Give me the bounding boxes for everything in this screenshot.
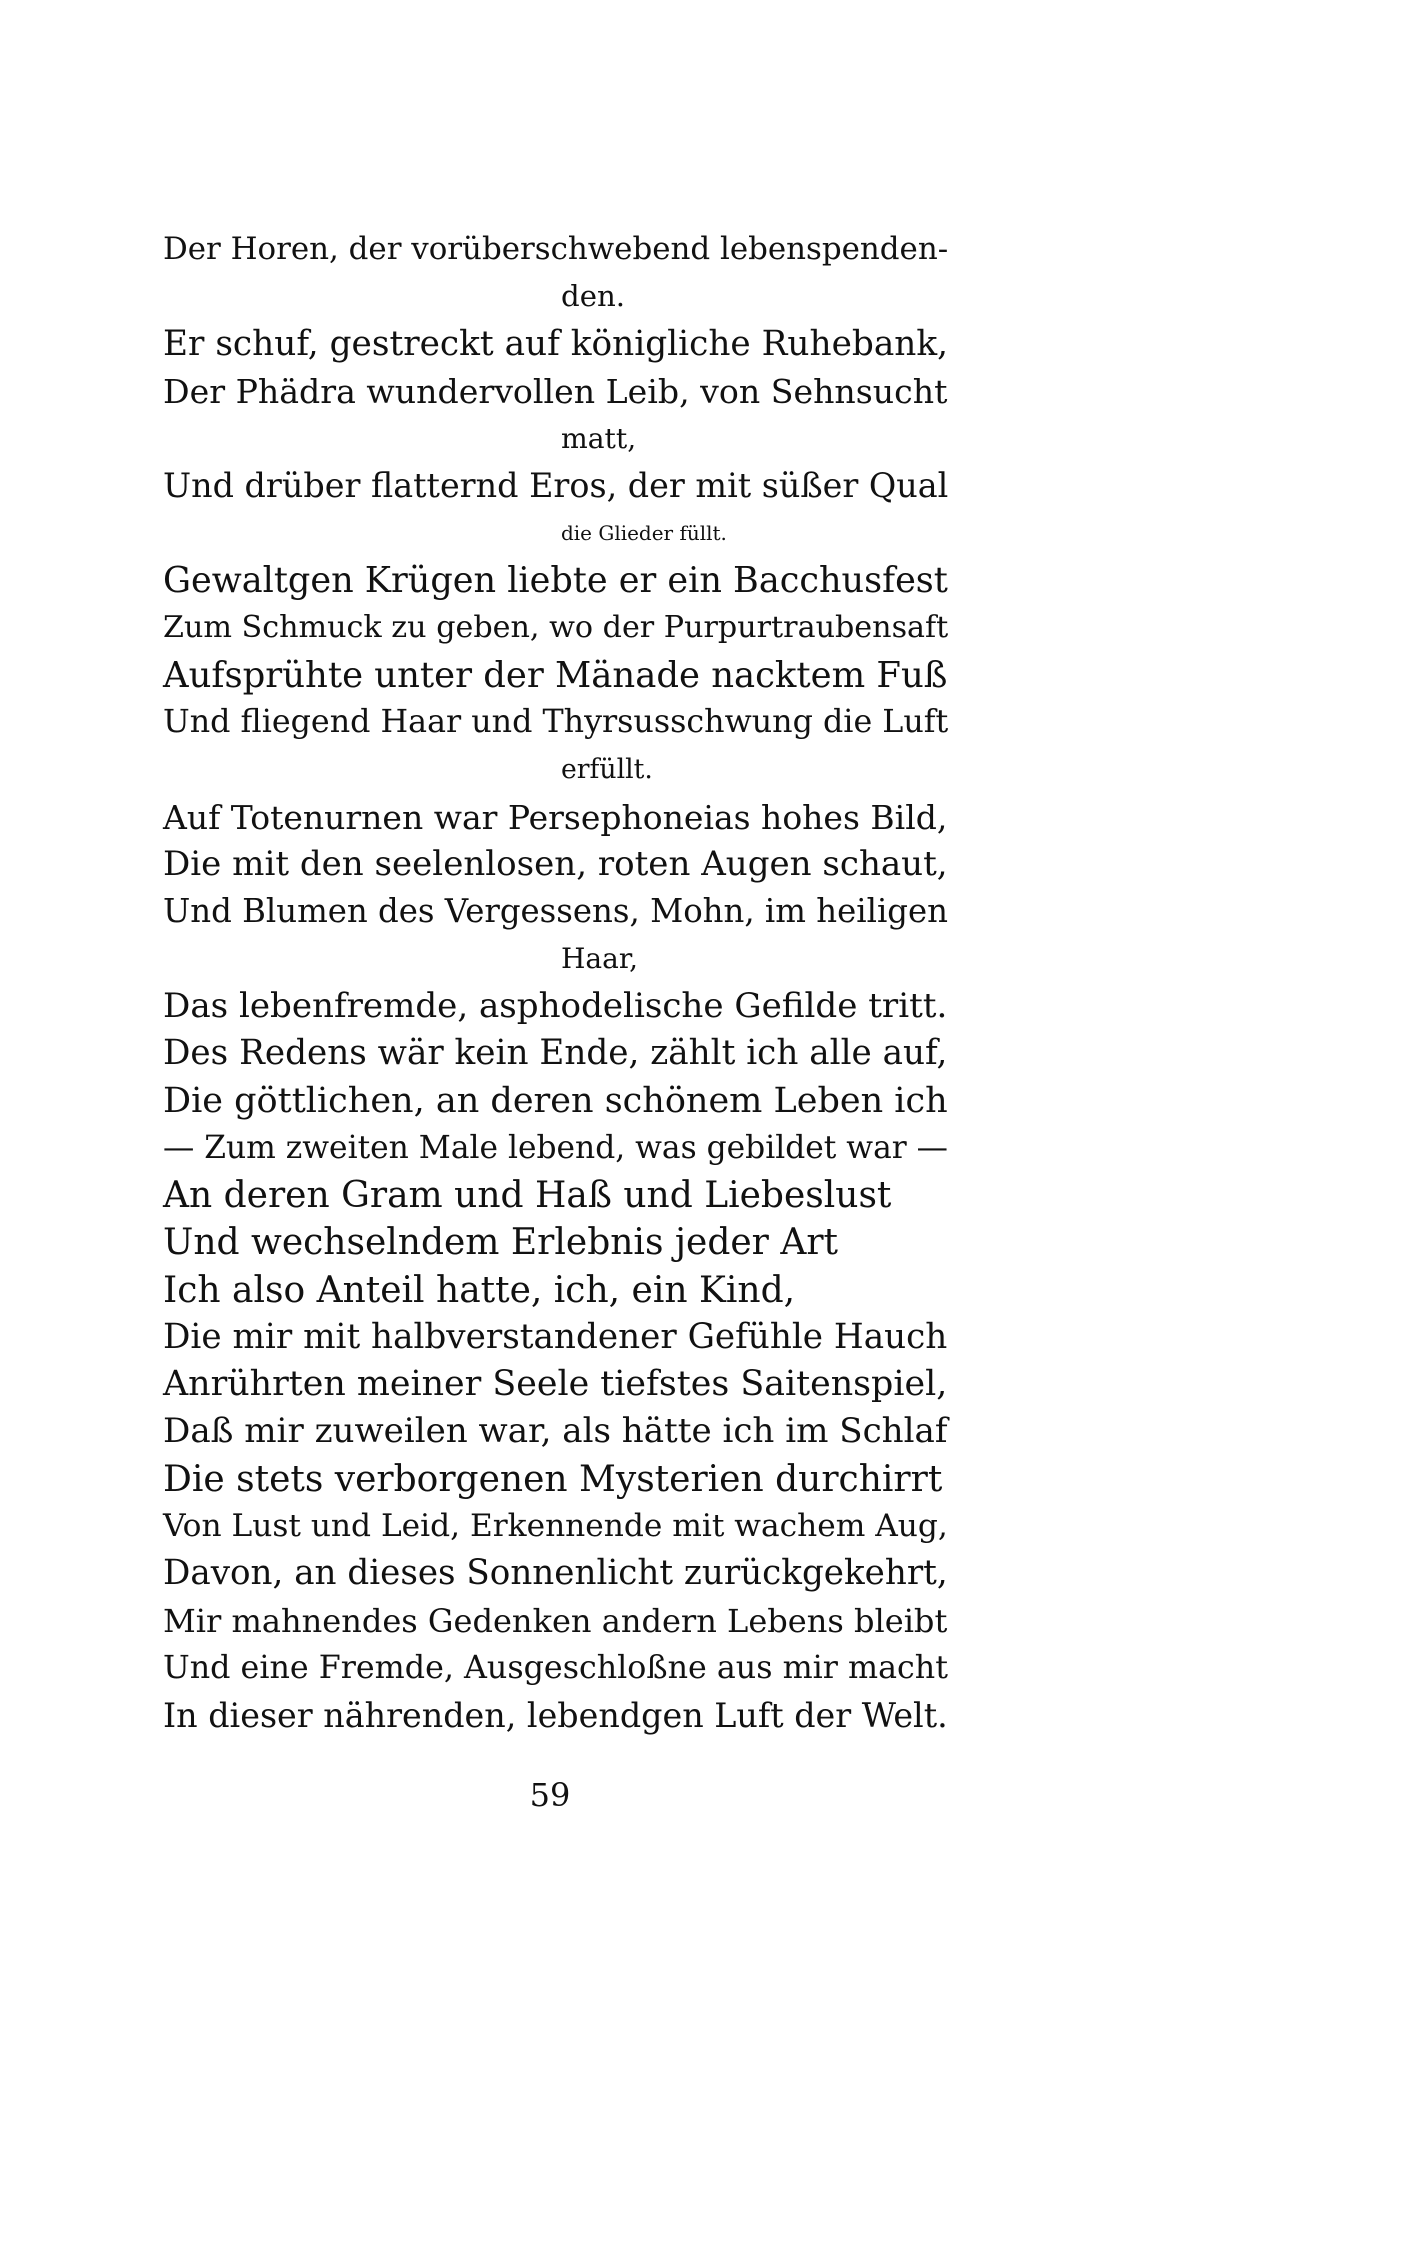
verse-line: Aufsprühte unter der Mänade nacktem Fuß <box>163 654 948 696</box>
verse-line: Das lebenfremde, asphodelische Gefilde tritt. <box>163 985 948 1026</box>
verse-line-continuation: matt, <box>561 422 637 456</box>
verse-line: Mir mahnendes Gedenken andern Lebens bleibt <box>163 1601 948 1640</box>
verse-line: Ich also Anteil hatte, ich, ein Kind, <box>163 1269 796 1311</box>
page-number: 59 <box>529 1776 571 1814</box>
verse-line: Der Horen, der vorüberschwebend lebenspenden- <box>163 231 949 267</box>
verse-line: Die göttlichen, an deren schönem Leben ich <box>163 1080 948 1122</box>
verse-line: Die stets verborgenen Mysterien durchirrt <box>163 1458 943 1500</box>
verse-line: Die mir mit halbverstandener Gefühle Hauch <box>163 1316 948 1357</box>
verse-line: Er schuf, gestreckt auf königliche Ruhebank, <box>163 323 949 364</box>
verse-line: Auf Totenurnen war Persephoneias hohes Bild, <box>163 797 948 837</box>
verse-line-continuation: die Glieder füllt. <box>561 520 727 545</box>
verse-line: Davon, an dieses Sonnenlicht zurückgekehrt, <box>163 1553 948 1594</box>
verse-line: An deren Gram und Haß und Liebeslust <box>163 1174 892 1216</box>
verse-line: Des Redens wär kein Ende, zählt ich alle auf, <box>163 1033 948 1074</box>
verse-line: — Zum zweiten Male lebend, was gebildet war — <box>163 1129 948 1166</box>
verse-line: Anrührten meiner Seele tiefstes Saitenspiel, <box>163 1364 948 1405</box>
verse-line: Und eine Fremde, Ausgeschloßne aus mir macht <box>163 1649 948 1686</box>
verse-line: Zum Schmuck zu geben, wo der Purpurtraubensaft <box>163 610 949 646</box>
verse-line: Die mit den seelenlosen, roten Augen schaut, <box>163 843 948 884</box>
verse-line-continuation: Haar, <box>561 942 639 976</box>
verse-line-continuation: erfüllt. <box>561 754 653 786</box>
verse-line: Und wechselndem Erlebnis jeder Art <box>163 1222 838 1264</box>
verse-line: Und drüber flatternd Eros, der mit süßer Qual <box>163 466 949 506</box>
verse-line: Daß mir zuweilen war, als hätte ich im Schlaf <box>163 1411 948 1452</box>
verse-line-continuation: den. <box>561 279 626 314</box>
verse-line: Und Blumen des Vergessens, Mohn, im heiligen <box>163 892 948 931</box>
verse-line: Und fliegend Haar und Thyrsusschwung die Luft <box>163 703 949 740</box>
poem-text-block <box>163 226 948 1740</box>
verse-line: Von Lust und Leid, Erkennende mit wachem Aug, <box>163 1508 948 1545</box>
verse-line: In dieser nährenden, lebendgen Luft der Welt. <box>163 1696 948 1736</box>
verse-line: Gewaltgen Krügen liebte er ein Bacchusfest <box>163 560 948 602</box>
verse-line: Der Phädra wundervollen Leib, von Sehnsucht <box>163 371 948 411</box>
